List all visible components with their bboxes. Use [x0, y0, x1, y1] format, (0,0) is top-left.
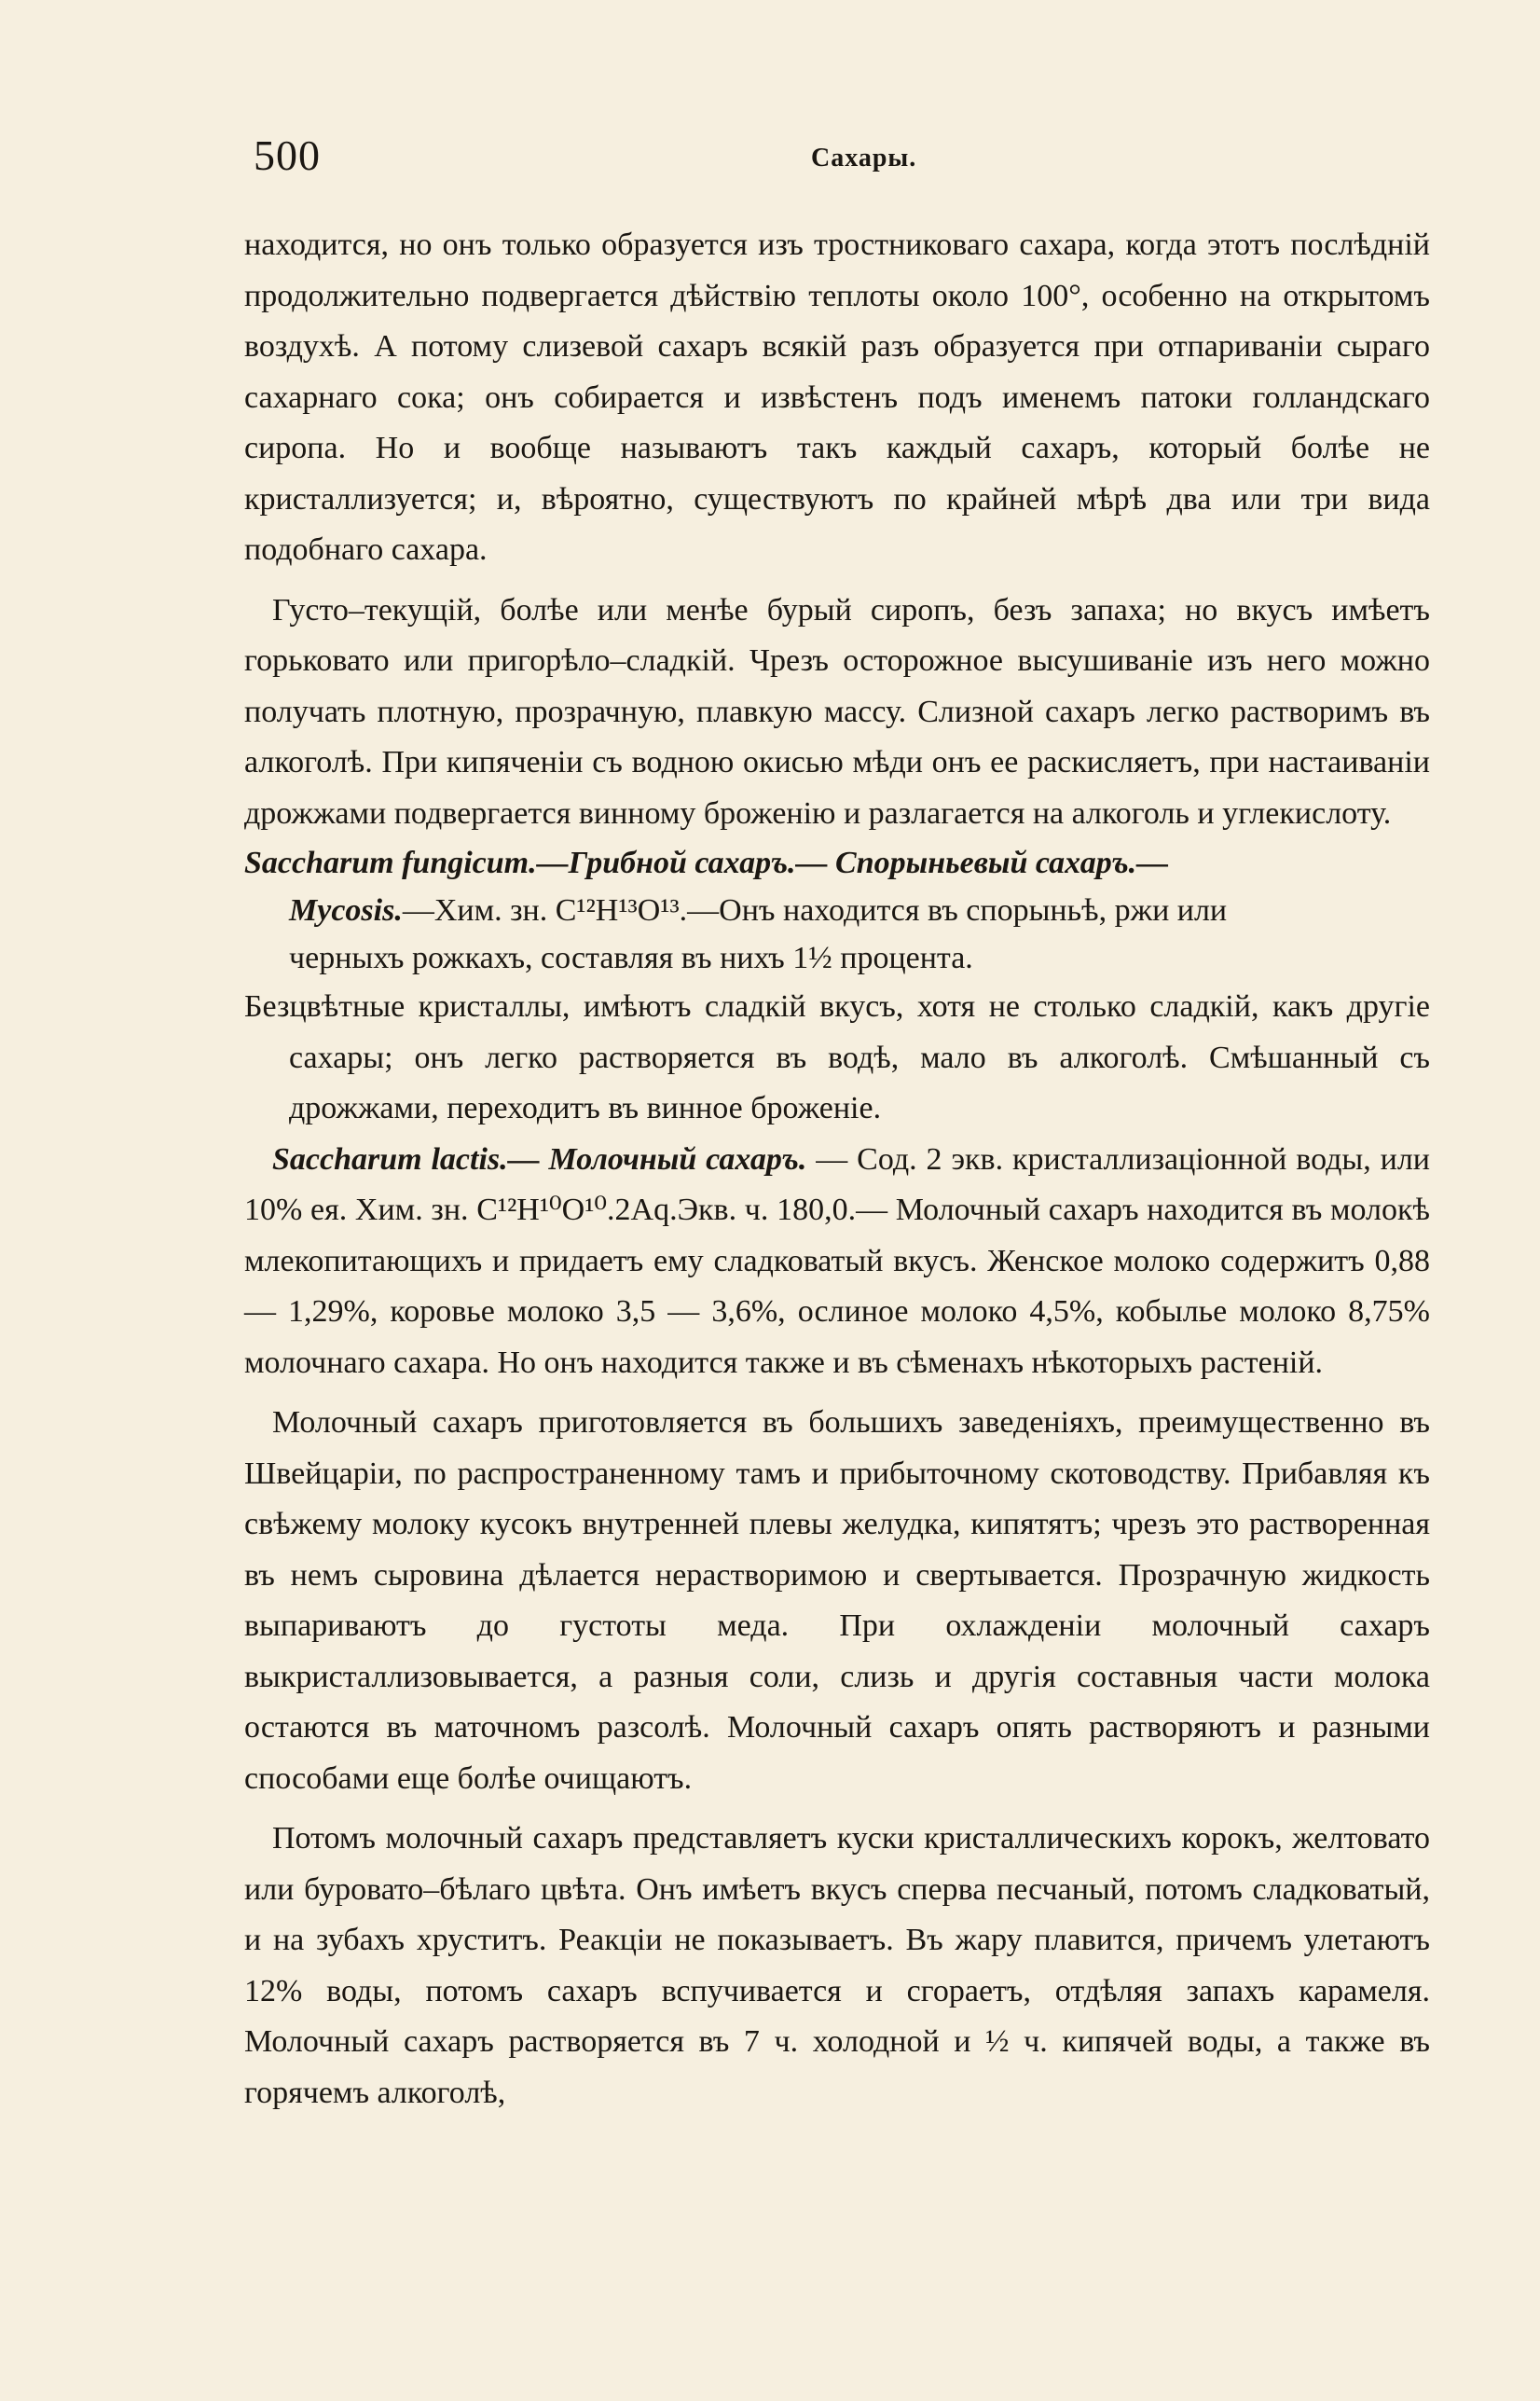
mycosis-description: Безцвѣтные кристаллы, имѣютъ сладкій вкусъ, хотя не столько сладкій, какъ другіе сахары; онъ легко растворяется въ водѣ, мало въ алкоголѣ. Смѣшанный съ дрожжами, переходитъ въ винное броженіе. — [244, 989, 1430, 1125]
mycosis-synonym: Mycosis. — [289, 893, 403, 928]
spacer — [244, 576, 1430, 586]
lactose-entry — [244, 1135, 1430, 1389]
paragraph-mucilage-properties: Густо–текущій, болѣе или менѣе бурый сиропъ, безъ запаха; но вкусъ имѣетъ горьковато или пригорѣло–сладкій. Чрезъ осторожное высушиваніе изъ него можно получать плотную, прозрачную, плавкую массу. Слизной сахаръ легко растворимъ въ алкоголѣ. При кипяченіи съ водною окисью мѣди онъ ее раскисляетъ, при настаиваніи дрожжами подвергается винному броженію и разлагается на алкоголь и углекислоту. — [244, 592, 1430, 831]
lactose-text: — Сод. 2 экв. кристаллизаціонной воды, или 10% ея. Хим. зн. C¹²H¹⁰O¹⁰.2Aq.Экв. ч. 180,0.— Молочный сахаръ находится въ молокѣ млекопитающихъ и придаетъ ему сладковатый вкусъ. Женское молоко содержитъ 0,88 — 1,29%, коровье молоко 3,5 — 3,6%, ослиное молоко 4,5%, кобылье молоко 8,75% молочнаго сахара. Но онъ находится также и въ сѣменахъ нѣкоторыхъ растеній. — [244, 1141, 1431, 1380]
paragraph-lactose-properties: Потомъ молочный сахаръ представляетъ куски кристаллическихъ корокъ, желтовато или буровато–бѣлаго цвѣта. Онъ имѣетъ вкусъ сперва песчаный, потомъ сладковатый, и на зубахъ хруститъ. Реакціи не показываетъ. Въ жару плавится, причемъ улетаютъ 12% воды, потомъ сахаръ вспучивается и сгораетъ, отдѣляя запахъ карамеля. Молочный сахаръ растворяется въ 7 ч. холодной и ½ ч. кипячей воды, а также въ горячемъ алкоголѣ, — [244, 1821, 1430, 2110]
page-number: 500 — [254, 131, 321, 179]
mycosis-title: .—Грибной сахаръ.— Спорыньевый сахаръ.— — [529, 846, 1169, 880]
mycosis-formula: —Хим. зн. C¹²H¹³O¹³.—Онъ находится въ спорыньѣ, ржи или — [402, 893, 1228, 928]
mycosis-heading — [244, 839, 1430, 887]
mycosis-occurrence: черныхъ рожкахъ, составляя въ нихъ 1½ процента. — [289, 941, 973, 975]
mycosis-latin-name: Saccharum fungicum — [244, 846, 529, 880]
running-head: Сахары. — [811, 144, 917, 172]
paragraph-mucilage-sugar: находится, но онъ только образуется изъ тростниковаго сахара, когда этотъ послѣдній продолжительно подвергается дѣйствію теплоты около 100°, особенно на открытомъ воздухѣ. А потому слизевой сахаръ всякій разъ образуется при отпариваніи сыраго сахарнаго сока; онъ собирается и извѣстенъ подъ именемъ патоки голландскаго сиропа. Но и вообще называютъ такъ каждый сахаръ, который болѣе не кристаллизуется; и, вѣроятно, существуютъ по крайней мѣрѣ два или три вида подобнаго сахара. — [244, 228, 1430, 567]
page-body — [244, 220, 1430, 2118]
spacer — [244, 1388, 1430, 1398]
page-header — [0, 131, 1540, 186]
lactose-latin-name: Saccharum lactis. — [272, 1141, 508, 1177]
spacer — [244, 1804, 1430, 1814]
lactose-russian-name: — Молочный сахаръ. — [507, 1141, 807, 1177]
paragraph-lactose-preparation: Молочный сахаръ приготовляется въ большихъ заведеніяхъ, преимущественно въ Швейцаріи, по распространенному тамъ и прибыточному скотоводству. Прибавляя къ свѣжему молоку кусокъ внутренней плевы желудка, кипятятъ; чрезъ это растворенная въ немъ сыровина дѣлается нерастворимою и свертывается. Прозрачную жидкость выпариваютъ до густоты меда. При охлажденіи молочный сахаръ выкристаллизовывается, а разныя соли, слизь и другія составныя части молока остаются въ маточномъ разсолѣ. Молочный сахаръ опять растворяютъ и разными способами еще болѣе очищаютъ. — [244, 1405, 1430, 1796]
mycosis-formula-line — [244, 887, 1430, 934]
